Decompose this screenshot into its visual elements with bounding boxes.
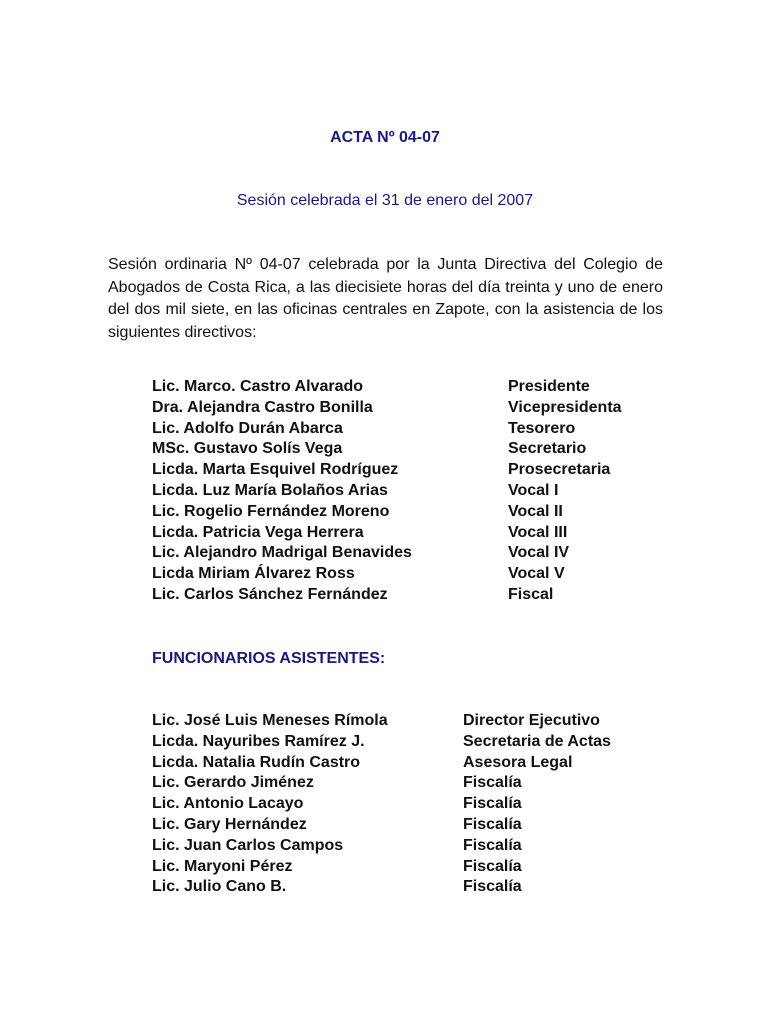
attendee-name: Licda. Nayuribes Ramírez J. <box>152 732 365 750</box>
attendee-role: Secretaria de Actas <box>463 732 611 750</box>
attendee-role: Fiscalía <box>463 857 522 875</box>
attendee-role: Vocal II <box>508 502 563 520</box>
attendee-name: Lic. Alejandro Madrigal Benavides <box>152 544 412 562</box>
attendee-name: Dra. Alejandra Castro Bonilla <box>152 398 373 416</box>
attendee-name: Lic. Marco. Castro Alvarado <box>152 378 364 395</box>
attendee-role: Fiscalía <box>463 774 522 792</box>
attendee-role: Vocal V <box>508 565 565 583</box>
attendee-name: Lic. José Luis Meneses Rímola <box>152 712 388 729</box>
attendee-role: Vocal III <box>508 523 568 541</box>
attendee-role: Fiscalía <box>463 795 522 813</box>
intro-paragraph: Sesión ordinaria Nº 04-07 celebrada por la Junta Directiva del Colegio de Abogados de Costa Rica, a las diecisiete horas del día treinta y uno de enero del dos mil siete, en las oficinas centrales en Zapote, con la asistencia de los siguientes directivos: <box>108 256 663 341</box>
funcionarios-heading: FUNCIONARIOS ASISTENTES: <box>152 650 386 667</box>
attendee-role: Fiscal <box>508 585 554 603</box>
attendee-role: Fiscalía <box>463 836 522 854</box>
attendee-role: Director Ejecutivo <box>463 712 600 729</box>
attendee-name: Licda Miriam Álvarez Ross <box>152 565 355 583</box>
attendee-name: Lic. Maryoni Pérez <box>152 857 293 875</box>
attendee-name: Licda. Luz María Bolaños Arias <box>152 481 388 499</box>
attendee-role: Asesora Legal <box>463 753 573 771</box>
attendee-role: Fiscalía <box>463 878 522 896</box>
attendee-role: Fiscalía <box>463 815 522 833</box>
attendee-role: Presidente <box>508 378 590 395</box>
attendee-name: Lic. Rogelio Fernández Moreno <box>152 502 390 520</box>
attendee-role: Vicepresidenta <box>508 398 622 416</box>
attendee-name: Licda. Patricia Vega Herrera <box>152 523 364 541</box>
attendee-name: Licda. Marta Esquivel Rodríguez <box>152 461 399 479</box>
attendee-name: Lic. Julio Cano B. <box>152 878 287 896</box>
document-title: ACTA Nº 04-07 <box>330 129 440 146</box>
attendee-name: Lic. Gerardo Jiménez <box>152 774 314 792</box>
attendee-name: Licda. Natalia Rudín Castro <box>152 753 361 771</box>
attendee-name: Lic. Gary Hernández <box>152 815 307 833</box>
attendee-name: MSc. Gustavo Solís Vega <box>152 440 343 458</box>
attendee-role: Secretario <box>508 440 587 458</box>
attendee-name: Lic. Adolfo Durán Abarca <box>152 419 343 437</box>
attendee-name: Lic. Juan Carlos Campos <box>152 836 344 854</box>
attendee-name: Lic. Antonio Lacayo <box>152 795 304 813</box>
attendee-role: Vocal IV <box>508 544 570 562</box>
attendee-role: Tesorero <box>508 419 576 437</box>
document-subtitle: Sesión celebrada el 31 de enero del 2007 <box>236 192 534 209</box>
attendee-name: Lic. Carlos Sánchez Fernández <box>152 585 388 603</box>
attendee-role: Vocal I <box>508 481 559 499</box>
attendee-role: Prosecretaria <box>508 461 611 479</box>
